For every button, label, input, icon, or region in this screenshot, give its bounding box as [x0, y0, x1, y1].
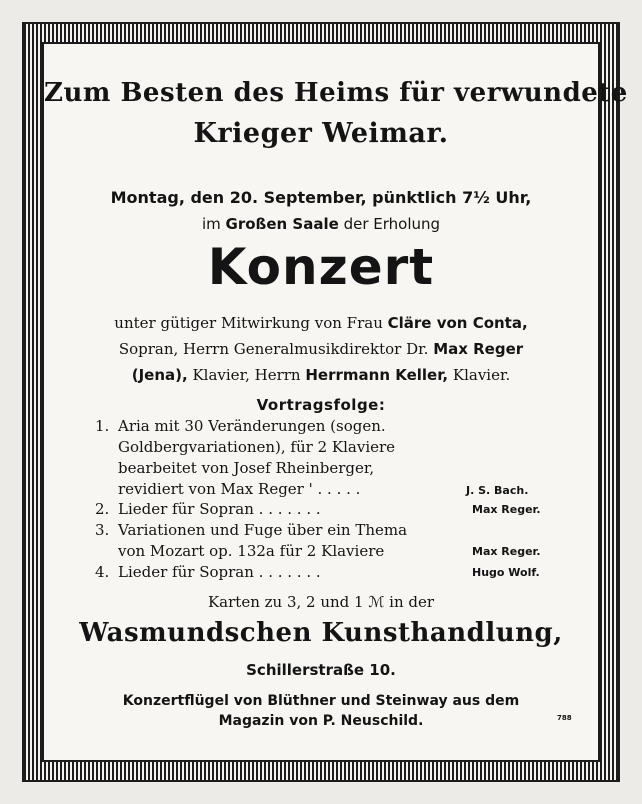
- piano-line-1: Konzertflügel von Blüthner und Steinway aus dem: [122, 693, 520, 709]
- performers-text: Klavier.: [452, 366, 511, 384]
- program-item-number: 3.: [95, 521, 110, 539]
- shop-name: Wasmundschen Kunsthandlung,: [79, 618, 563, 648]
- piano-line-2: Magazin von P. Neuschild.: [218, 713, 424, 729]
- performers-line-3: [44, 366, 598, 384]
- program-item-number: 2.: [95, 500, 110, 518]
- performer-reger: Max Reger: [433, 340, 524, 358]
- performers-text: Klavier, Herrn: [192, 366, 301, 384]
- program-item-number: 4.: [95, 563, 110, 581]
- concert-title: Konzert: [207, 238, 435, 296]
- program-item-composer: Hugo Wolf.: [472, 566, 540, 579]
- tickets-line: Karten zu 3, 2 und 1 ℳ in der: [207, 593, 435, 611]
- performers-line-1: [44, 314, 598, 332]
- program-item-line: bearbeitet von Josef Rheinberger,: [118, 459, 375, 477]
- venue-prefix: im: [201, 215, 221, 233]
- program-item-composer: Max Reger.: [472, 545, 541, 558]
- program-item-line: von Mozart op. 132a für 2 Klaviere: [118, 542, 385, 560]
- program-item-line: Lieder für Sopran . . . . . . .: [118, 563, 321, 581]
- performers-line-2: [44, 340, 598, 358]
- venue-suffix: der Erholung: [343, 215, 441, 233]
- program-item-line: Variationen und Fuge über ein Thema: [118, 521, 408, 539]
- venue-line: [44, 215, 598, 233]
- program-item-composer: Max Reger.: [472, 503, 541, 516]
- program-item-line: Aria mit 30 Veränderungen (sogen.: [118, 417, 386, 435]
- ad-reference-number: 788: [557, 714, 572, 722]
- date-line: Montag, den 20. September, pünktlich 7½ Uhr,: [110, 188, 532, 207]
- venue-hall: Großen Saale: [225, 215, 339, 233]
- header-line-2: Krieger Weimar.: [193, 118, 449, 149]
- performer-conta: Cläre von Conta,: [387, 314, 528, 332]
- program-item-composer: J. S. Bach.: [466, 484, 529, 497]
- shop-address: Schillerstraße 10.: [246, 661, 396, 679]
- program-heading: Vortragsfolge:: [256, 396, 386, 414]
- program-item-number: 1.: [95, 417, 110, 435]
- performers-text: Sopran, Herrn Generalmusikdirektor Dr.: [118, 340, 429, 358]
- program-item-line: Lieder für Sopran . . . . . . .: [118, 500, 321, 518]
- program-item-line: revidiert von Max Reger ' . . . . .: [118, 480, 361, 498]
- performers-text: unter gütiger Mitwirkung von Frau: [114, 314, 383, 332]
- header-line-1: Zum Besten des Heims für verwundete: [44, 78, 628, 108]
- performer-keller: Herrmann Keller,: [305, 366, 449, 384]
- performer-location: (Jena),: [131, 366, 188, 384]
- program-item-line: Goldbergvariationen), für 2 Klaviere: [118, 438, 396, 456]
